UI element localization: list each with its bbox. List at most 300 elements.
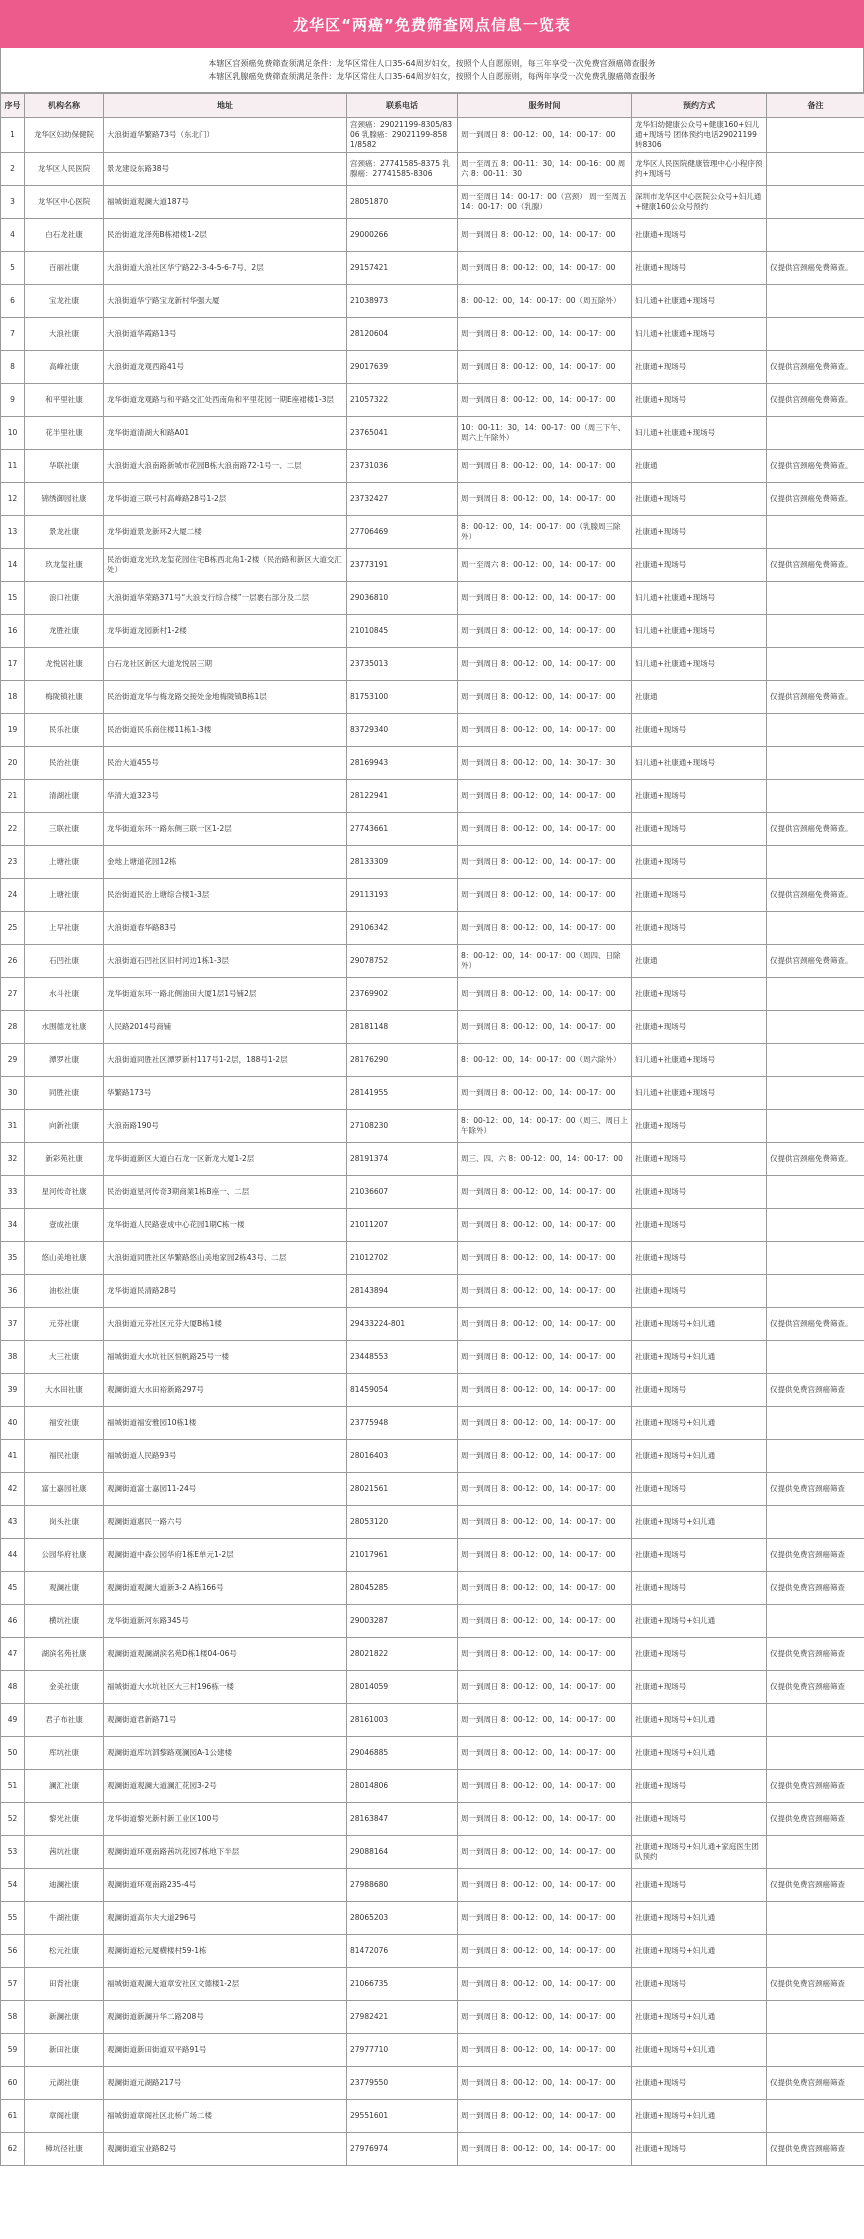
cell-no: 25 xyxy=(1,912,25,945)
cell-service-time: 周一到周日 8：00-12：00，14：00-17：00 xyxy=(458,1308,632,1341)
cell-address: 观澜街道观澜大道澜汇花园3-2号 xyxy=(104,1770,347,1803)
cell-address: 华清大道323号 xyxy=(104,780,347,813)
table-row xyxy=(1,450,864,483)
cell-address: 观澜街道宝业路82号 xyxy=(104,2133,347,2166)
cell-phone: 81472076 xyxy=(347,1935,458,1968)
cell-phone: 81459054 xyxy=(347,1374,458,1407)
cell-booking: 社康通+现场号 xyxy=(632,1209,767,1242)
cell-phone: 81753100 xyxy=(347,681,458,714)
table-row xyxy=(1,351,864,384)
cell-phone: 23773191 xyxy=(347,549,458,582)
cell-no: 27 xyxy=(1,978,25,1011)
cell-name: 景龙社康 xyxy=(25,516,104,549)
cell-booking: 龙华区人民医院健康管理中心小程序预约+现场号 xyxy=(632,153,767,186)
cell-name: 宝龙社康 xyxy=(25,285,104,318)
cell-address: 大浪街道龙观西路41号 xyxy=(104,351,347,384)
cell-booking: 社康通 xyxy=(632,681,767,714)
cell-service-time: 周一到周日 8：00-12：00，14：00-17：00 xyxy=(458,2133,632,2166)
cell-remarks xyxy=(767,1077,864,1110)
cell-remarks xyxy=(767,780,864,813)
table-row xyxy=(1,1605,864,1638)
cell-address: 大浪街道同胜社区华繁路悠山美地家园2栋43号、二层 xyxy=(104,1242,347,1275)
cell-name: 新澜社康 xyxy=(25,2001,104,2034)
cell-address: 人民路2014号商铺 xyxy=(104,1011,347,1044)
cell-service-time: 周一到周日 8：00-12：00，14：00-17：00 xyxy=(458,1968,632,2001)
cell-no: 43 xyxy=(1,1506,25,1539)
cell-name: 民治社康 xyxy=(25,747,104,780)
cell-booking: 社康通+现场号 xyxy=(632,1242,767,1275)
table-row xyxy=(1,582,864,615)
cell-no: 20 xyxy=(1,747,25,780)
cell-no: 46 xyxy=(1,1605,25,1638)
cell-address: 福城街道大水坑社区大三村196栋一楼 xyxy=(104,1671,347,1704)
cell-name: 湖滨名苑社康 xyxy=(25,1638,104,1671)
cell-remarks: 仅提供宫颈癌免费筛查。 xyxy=(767,681,864,714)
cell-booking: 社康通+现场号 xyxy=(632,1572,767,1605)
cell-no: 22 xyxy=(1,813,25,846)
cell-remarks xyxy=(767,1737,864,1770)
cell-service-time: 周一到周日 8：00-12：00，14：00-17：00 xyxy=(458,2034,632,2067)
cell-remarks: 仅提供宫颈癌免费筛查。 xyxy=(767,351,864,384)
cell-booking: 社康通+现场号 xyxy=(632,813,767,846)
cell-service-time: 8：00-12：00，14：00-17：00（乳腺周三除外） xyxy=(458,516,632,549)
cell-service-time: 周一到周日 8：00-12：00，14：00-17：00 xyxy=(458,1803,632,1836)
cell-name: 大水田社康 xyxy=(25,1374,104,1407)
cell-address: 观澜街道环观南路茜坑花园7栋地下半层 xyxy=(104,1836,347,1869)
cell-phone: 宫颈癌：27741585-8375 乳腺癌：27741585-8306 xyxy=(347,153,458,186)
cell-no: 38 xyxy=(1,1341,25,1374)
table-row xyxy=(1,1176,864,1209)
cell-service-time: 周三、四、六 8：00-12：00，14：00-17：00 xyxy=(458,1143,632,1176)
cell-remarks xyxy=(767,1605,864,1638)
table-row xyxy=(1,1671,864,1704)
cell-phone: 28143894 xyxy=(347,1275,458,1308)
table-row xyxy=(1,1374,864,1407)
cell-booking: 社康通+现场号 xyxy=(632,1374,767,1407)
cell-service-time: 周一到周日 8：00-12：00，14：00-17：00 xyxy=(458,1704,632,1737)
cell-booking: 社康通+现场号 xyxy=(632,1275,767,1308)
cell-no: 9 xyxy=(1,384,25,417)
cell-booking: 社康通+现场号 xyxy=(632,780,767,813)
cell-address: 民治大道455号 xyxy=(104,747,347,780)
cell-booking: 社康通+现场号 xyxy=(632,2133,767,2166)
cell-booking: 社康通+现场号+妇儿通 xyxy=(632,1440,767,1473)
cell-address: 观澜街道中森公园华府1栋E单元1-2层 xyxy=(104,1539,347,1572)
cell-remarks: 仅提供宫颈癌免费筛查。 xyxy=(767,252,864,285)
cell-service-time: 周一到周日 8：00-12：00，14：00-17：00 xyxy=(458,648,632,681)
cell-remarks xyxy=(767,912,864,945)
cell-name: 富士嘉园社康 xyxy=(25,1473,104,1506)
cell-booking: 社康通+现场号 xyxy=(632,483,767,516)
cell-address: 龙华街道新河东路345号 xyxy=(104,1605,347,1638)
cell-booking: 社康通+现场号 xyxy=(632,1968,767,2001)
header-address: 地址 xyxy=(104,94,347,118)
cell-no: 59 xyxy=(1,2034,25,2067)
cell-service-time: 周一到周日 8：00-12：00，14：00-17：00 xyxy=(458,2001,632,2034)
cell-phone: 29088164 xyxy=(347,1836,458,1869)
cell-no: 3 xyxy=(1,186,25,219)
cell-booking: 社康通+现场号+妇儿通 xyxy=(632,1902,767,1935)
table-row xyxy=(1,1407,864,1440)
cell-remarks xyxy=(767,2001,864,2034)
cell-phone: 23735013 xyxy=(347,648,458,681)
cell-remarks: 仅提供免费宫颈癌筛查 xyxy=(767,1803,864,1836)
cell-booking: 社康通+现场号 xyxy=(632,1110,767,1143)
cell-phone: 29551601 xyxy=(347,2100,458,2133)
cell-no: 5 xyxy=(1,252,25,285)
table-row xyxy=(1,1440,864,1473)
cell-address: 龙华街道三联弓村高峰路28号1-2层 xyxy=(104,483,347,516)
eligibility-notes xyxy=(0,48,864,93)
cell-service-time: 周一到周日 8：00-12：00，14：00-17：00 xyxy=(458,813,632,846)
cell-service-time: 8：00-12：00，14：00-17：00（周四、日除外） xyxy=(458,945,632,978)
cell-phone: 23775948 xyxy=(347,1407,458,1440)
cell-name: 花半里社康 xyxy=(25,417,104,450)
cell-name: 金美社康 xyxy=(25,1671,104,1704)
cell-address: 观澜街道元湖路217号 xyxy=(104,2067,347,2100)
cell-no: 36 xyxy=(1,1275,25,1308)
cell-remarks xyxy=(767,2100,864,2133)
cell-no: 12 xyxy=(1,483,25,516)
cell-no: 50 xyxy=(1,1737,25,1770)
cell-address: 大浪街道大浪社区华宁路22-3-4-5-6-7号、2层 xyxy=(104,252,347,285)
cell-remarks: 仅提供宫颈癌免费筛查。 xyxy=(767,945,864,978)
cell-no: 28 xyxy=(1,1011,25,1044)
cell-service-time: 周一到周日 8：00-12：00，14：00-17：00 xyxy=(458,351,632,384)
cell-remarks: 仅提供免费宫颈癌筛查 xyxy=(767,1968,864,2001)
cell-service-time: 周一到周日 8：00-12：00，14：00-17：00 xyxy=(458,1077,632,1110)
table-row xyxy=(1,1011,864,1044)
cell-address: 大浪街道元芬社区元芬大厦B栋1楼 xyxy=(104,1308,347,1341)
cell-phone: 29036810 xyxy=(347,582,458,615)
cell-booking: 社康通+现场号 xyxy=(632,1770,767,1803)
cell-phone: 27743661 xyxy=(347,813,458,846)
cell-address: 观澜街道大水田裕新路297号 xyxy=(104,1374,347,1407)
cell-no: 52 xyxy=(1,1803,25,1836)
cell-no: 47 xyxy=(1,1638,25,1671)
cell-remarks: 仅提供免费宫颈癌筛查 xyxy=(767,1671,864,1704)
cell-booking: 社康通+现场号 xyxy=(632,351,767,384)
cell-name: 清湖社康 xyxy=(25,780,104,813)
table-row xyxy=(1,1836,864,1869)
cell-phone: 28016403 xyxy=(347,1440,458,1473)
cell-address: 福城街道观澜大道章安社区文德楼1-2层 xyxy=(104,1968,347,2001)
cell-remarks xyxy=(767,714,864,747)
cell-service-time: 周一到周日 8：00-12：00，14：00-17：00 xyxy=(458,615,632,648)
cell-no: 34 xyxy=(1,1209,25,1242)
cell-name: 上塘社康 xyxy=(25,879,104,912)
cell-booking: 社康通+现场号 xyxy=(632,846,767,879)
table-header-row xyxy=(1,94,864,118)
cell-phone: 宫颈癌：29021199-8305/8306 乳腺癌：29021199-8581/8582 xyxy=(347,118,458,153)
cell-phone: 28163847 xyxy=(347,1803,458,1836)
cell-name: 龙华区妇幼保健院 xyxy=(25,118,104,153)
cell-name: 福安社康 xyxy=(25,1407,104,1440)
cell-service-time: 周一到周日 8：00-12：00，14：00-17：00 xyxy=(458,1605,632,1638)
cell-phone: 28021561 xyxy=(347,1473,458,1506)
cell-name: 水围德龙社康 xyxy=(25,1011,104,1044)
cell-phone: 29078752 xyxy=(347,945,458,978)
cell-no: 45 xyxy=(1,1572,25,1605)
clinic-table xyxy=(0,93,864,2166)
table-row xyxy=(1,384,864,417)
cell-remarks: 仅提供宫颈癌免费筛查。 xyxy=(767,450,864,483)
table-row xyxy=(1,1143,864,1176)
cell-address: 观澜街道库坑泗黎路观澜园A-1公建楼 xyxy=(104,1737,347,1770)
cell-remarks xyxy=(767,1275,864,1308)
cell-remarks xyxy=(767,186,864,219)
cell-name: 章阁社康 xyxy=(25,2100,104,2133)
cell-booking: 社康通+现场号+妇儿通 xyxy=(632,2034,767,2067)
cell-address: 大浪街道华繁路73号（东北门） xyxy=(104,118,347,153)
cell-booking: 社康通+现场号 xyxy=(632,1176,767,1209)
cell-service-time: 周一到周日 8：00-12：00，14：00-17：00 xyxy=(458,582,632,615)
table-row xyxy=(1,1869,864,1902)
cell-no: 55 xyxy=(1,1902,25,1935)
cell-phone: 28014806 xyxy=(347,1770,458,1803)
cell-name: 君子布社康 xyxy=(25,1704,104,1737)
header-no: 序号 xyxy=(1,94,25,118)
cell-name: 茜坑社康 xyxy=(25,1836,104,1869)
table-row xyxy=(1,615,864,648)
cell-no: 37 xyxy=(1,1308,25,1341)
cell-address: 龙华街道新区大道白石龙一区新龙大厦1-2层 xyxy=(104,1143,347,1176)
cell-address: 大浪街道石凹社区旧村河边1栋1-3层 xyxy=(104,945,347,978)
cell-remarks: 仅提供免费宫颈癌筛查 xyxy=(767,1770,864,1803)
cell-name: 水斗社康 xyxy=(25,978,104,1011)
cell-remarks xyxy=(767,1176,864,1209)
table-row xyxy=(1,2100,864,2133)
cell-address: 观澜街道观澜大道新3-2 A栋166号 xyxy=(104,1572,347,1605)
cell-no: 18 xyxy=(1,681,25,714)
cell-service-time: 周一到周日 8：00-12：00，14：00-17：00 xyxy=(458,1572,632,1605)
cell-service-time: 8：00-12：00，14：00-17：00（周五除外） xyxy=(458,285,632,318)
cell-phone: 23765041 xyxy=(347,417,458,450)
cell-booking: 社康通+现场号+妇儿通 xyxy=(632,1605,767,1638)
table-row xyxy=(1,681,864,714)
cell-phone: 28169943 xyxy=(347,747,458,780)
cell-phone: 29017639 xyxy=(347,351,458,384)
cell-name: 油松社康 xyxy=(25,1275,104,1308)
cell-remarks: 仅提供免费宫颈癌筛查 xyxy=(767,2133,864,2166)
cell-no: 4 xyxy=(1,219,25,252)
cell-booking: 社康通+现场号 xyxy=(632,516,767,549)
cell-remarks xyxy=(767,118,864,153)
cell-address: 民治街道民治上塘综合楼1-3层 xyxy=(104,879,347,912)
cell-no: 14 xyxy=(1,549,25,582)
table-row xyxy=(1,153,864,186)
cell-name: 民乐社康 xyxy=(25,714,104,747)
cell-no: 11 xyxy=(1,450,25,483)
cell-name: 元湖社康 xyxy=(25,2067,104,2100)
cell-booking: 妇儿通+社康通+现场号 xyxy=(632,648,767,681)
cell-service-time: 周一到周日 8：00-12：00，14：00-17：00 xyxy=(458,1836,632,1869)
cell-name: 福民社康 xyxy=(25,1440,104,1473)
cell-booking: 社康通+现场号 xyxy=(632,2067,767,2100)
cell-phone: 23769902 xyxy=(347,978,458,1011)
cell-remarks: 仅提供免费宫颈癌筛查 xyxy=(767,1572,864,1605)
cell-remarks: 仅提供宫颈癌免费筛查。 xyxy=(767,384,864,417)
table-row xyxy=(1,285,864,318)
cell-booking: 社康通+现场号+妇儿通+家庭医生团队预约 xyxy=(632,1836,767,1869)
table-row xyxy=(1,1704,864,1737)
table-row xyxy=(1,1209,864,1242)
cell-phone: 27977710 xyxy=(347,2034,458,2067)
cell-phone: 27706469 xyxy=(347,516,458,549)
cell-booking: 社康通+现场号 xyxy=(632,384,767,417)
table-row xyxy=(1,516,864,549)
cell-address: 景龙建设东路38号 xyxy=(104,153,347,186)
cell-no: 61 xyxy=(1,2100,25,2133)
cell-service-time: 周一到周日 8：00-12：00，14：00-17：00 xyxy=(458,1737,632,1770)
cell-no: 48 xyxy=(1,1671,25,1704)
cell-name: 壹成社康 xyxy=(25,1209,104,1242)
cell-remarks xyxy=(767,417,864,450)
table-row xyxy=(1,186,864,219)
cell-remarks xyxy=(767,1902,864,1935)
cell-name: 牛湖社康 xyxy=(25,1902,104,1935)
cell-remarks xyxy=(767,978,864,1011)
cell-address: 龙华街道景龙新环2大厦二楼 xyxy=(104,516,347,549)
cell-name: 新田社康 xyxy=(25,2034,104,2067)
cell-name: 锦绣御园社康 xyxy=(25,483,104,516)
cell-remarks: 仅提供宫颈癌免费筛查。 xyxy=(767,1308,864,1341)
table-row xyxy=(1,1770,864,1803)
table-row xyxy=(1,1539,864,1572)
cell-service-time: 周一到周日 8：00-12：00，14：00-17：00 xyxy=(458,978,632,1011)
cell-service-time: 周一至周六 8：00-12：00，14：00-17：00 xyxy=(458,549,632,582)
cell-no: 44 xyxy=(1,1539,25,1572)
cell-remarks xyxy=(767,1242,864,1275)
cell-phone: 28045285 xyxy=(347,1572,458,1605)
cell-service-time: 10：00-11：30，14：00-17：00（周三下午、周六上午除外） xyxy=(458,417,632,450)
cell-service-time: 周一到周日 8：00-12：00，14：00-17：00 xyxy=(458,318,632,351)
cell-service-time: 周一到周日 8：00-12：00，14：00-17：00 xyxy=(458,1440,632,1473)
cell-phone: 21036607 xyxy=(347,1176,458,1209)
cell-remarks: 仅提供免费宫颈癌筛查 xyxy=(767,1473,864,1506)
cell-phone: 21038973 xyxy=(347,285,458,318)
cell-phone: 28120604 xyxy=(347,318,458,351)
cell-address: 观澜街道松元厦横楼村59-1栋 xyxy=(104,1935,347,1968)
cell-no: 57 xyxy=(1,1968,25,2001)
table-row xyxy=(1,1506,864,1539)
cell-no: 39 xyxy=(1,1374,25,1407)
cell-address: 大浪街道华霞路13号 xyxy=(104,318,347,351)
cell-booking: 妇儿通+社康通+现场号 xyxy=(632,318,767,351)
cell-address: 大浪街道同胜社区潭罗新村117号1-2层，188号1-2层 xyxy=(104,1044,347,1077)
table-row xyxy=(1,549,864,582)
cell-service-time: 周一到周日 8：00-12：00，14：00-17：00 xyxy=(458,1638,632,1671)
cell-phone: 29433224-801 xyxy=(347,1308,458,1341)
cell-booking: 妇儿通+社康通+现场号 xyxy=(632,1077,767,1110)
cell-address: 民治街道龙光玖龙玺花园住宅B栋西北角1-2楼（民治路和新区大道交汇处） xyxy=(104,549,347,582)
cell-address: 龙华街道龙园新村1-2楼 xyxy=(104,615,347,648)
cell-no: 21 xyxy=(1,780,25,813)
cell-booking: 社康通+现场号+妇儿通 xyxy=(632,2100,767,2133)
cell-name: 黎光社康 xyxy=(25,1803,104,1836)
cell-name: 樟坑径社康 xyxy=(25,2133,104,2166)
cell-name: 迪澜社康 xyxy=(25,1869,104,1902)
cell-name: 大浪社康 xyxy=(25,318,104,351)
cell-remarks xyxy=(767,846,864,879)
cell-service-time: 周一到周日 8：00-12：00，14：00-17：00 xyxy=(458,1671,632,1704)
cell-booking: 社康通+现场号+妇儿通 xyxy=(632,2001,767,2034)
cell-service-time: 8：00-12：00，14：00-17：00（周六除外） xyxy=(458,1044,632,1077)
cell-phone: 23779550 xyxy=(347,2067,458,2100)
cell-no: 32 xyxy=(1,1143,25,1176)
cell-service-time: 周一到周日 8：00-12：00，14：00-17：00 xyxy=(458,1176,632,1209)
cell-no: 23 xyxy=(1,846,25,879)
cell-phone: 21066735 xyxy=(347,1968,458,2001)
table-row xyxy=(1,1341,864,1374)
table-row xyxy=(1,945,864,978)
cell-booking: 妇儿通+社康通+现场号 xyxy=(632,747,767,780)
cell-service-time: 周一到周日 8：00-12：00，14：00-17：00 xyxy=(458,879,632,912)
cell-remarks: 仅提供免费宫颈癌筛查 xyxy=(767,1638,864,1671)
table-row xyxy=(1,417,864,450)
cell-name: 浪口社康 xyxy=(25,582,104,615)
cell-remarks: 仅提供宫颈癌免费筛查。 xyxy=(767,483,864,516)
cell-booking: 社康通+现场号+妇儿通 xyxy=(632,1308,767,1341)
cell-address: 大浪街道大浪南路新城市花园B栋大浪南路72-1号一、二层 xyxy=(104,450,347,483)
cell-remarks xyxy=(767,615,864,648)
cell-phone: 29106342 xyxy=(347,912,458,945)
cell-address: 观澜街道富士嘉园11-24号 xyxy=(104,1473,347,1506)
cell-service-time: 周一到周日 8：00-12：00，14：00-17：00 xyxy=(458,1539,632,1572)
cell-no: 17 xyxy=(1,648,25,681)
cell-no: 62 xyxy=(1,2133,25,2166)
cell-remarks: 仅提供宫颈癌免费筛查。 xyxy=(767,813,864,846)
cell-service-time: 周一到周日 8：00-12：00，14：00-17：00 xyxy=(458,1935,632,1968)
cell-phone: 28051870 xyxy=(347,186,458,219)
cell-phone: 23732427 xyxy=(347,483,458,516)
cell-booking: 社康通+现场号 xyxy=(632,252,767,285)
cell-remarks xyxy=(767,516,864,549)
cell-phone: 27988680 xyxy=(347,1869,458,1902)
cell-remarks xyxy=(767,1704,864,1737)
cell-address: 龙华街道东环一路北侧油田大厦1层1号铺2层 xyxy=(104,978,347,1011)
table-row xyxy=(1,1044,864,1077)
cell-phone: 29046885 xyxy=(347,1737,458,1770)
cell-no: 33 xyxy=(1,1176,25,1209)
cell-remarks xyxy=(767,747,864,780)
cell-phone: 27982421 xyxy=(347,2001,458,2034)
cell-phone: 23731036 xyxy=(347,450,458,483)
table-row xyxy=(1,1077,864,1110)
cell-service-time: 周一到周日 8：00-12：00，14：00-17：00 xyxy=(458,1869,632,1902)
header-name: 机构名称 xyxy=(25,94,104,118)
cell-no: 16 xyxy=(1,615,25,648)
cell-name: 三联社康 xyxy=(25,813,104,846)
cell-address: 观澜街道高尔夫大道296号 xyxy=(104,1902,347,1935)
cell-booking: 妇儿通+社康通+现场号 xyxy=(632,417,767,450)
cell-no: 56 xyxy=(1,1935,25,1968)
cell-phone: 21057322 xyxy=(347,384,458,417)
cell-no: 49 xyxy=(1,1704,25,1737)
cell-booking: 妇儿通+社康通+现场号 xyxy=(632,615,767,648)
table-row xyxy=(1,1308,864,1341)
cell-service-time: 周一到周日 8：00-12：00，14：00-17：00 xyxy=(458,450,632,483)
cell-service-time: 周一到周日 8：00-12：00，14：00-17：00 xyxy=(458,1473,632,1506)
cell-name: 玖龙玺社康 xyxy=(25,549,104,582)
cell-booking: 妇儿通+社康通+现场号 xyxy=(632,285,767,318)
cell-remarks: 仅提供免费宫颈癌筛查 xyxy=(767,2067,864,2100)
cell-no: 42 xyxy=(1,1473,25,1506)
cell-remarks xyxy=(767,1935,864,1968)
table-row xyxy=(1,978,864,1011)
cell-name: 向新社康 xyxy=(25,1110,104,1143)
cell-service-time: 周一到周日 8：00-12：00，14：00-17：00 xyxy=(458,846,632,879)
